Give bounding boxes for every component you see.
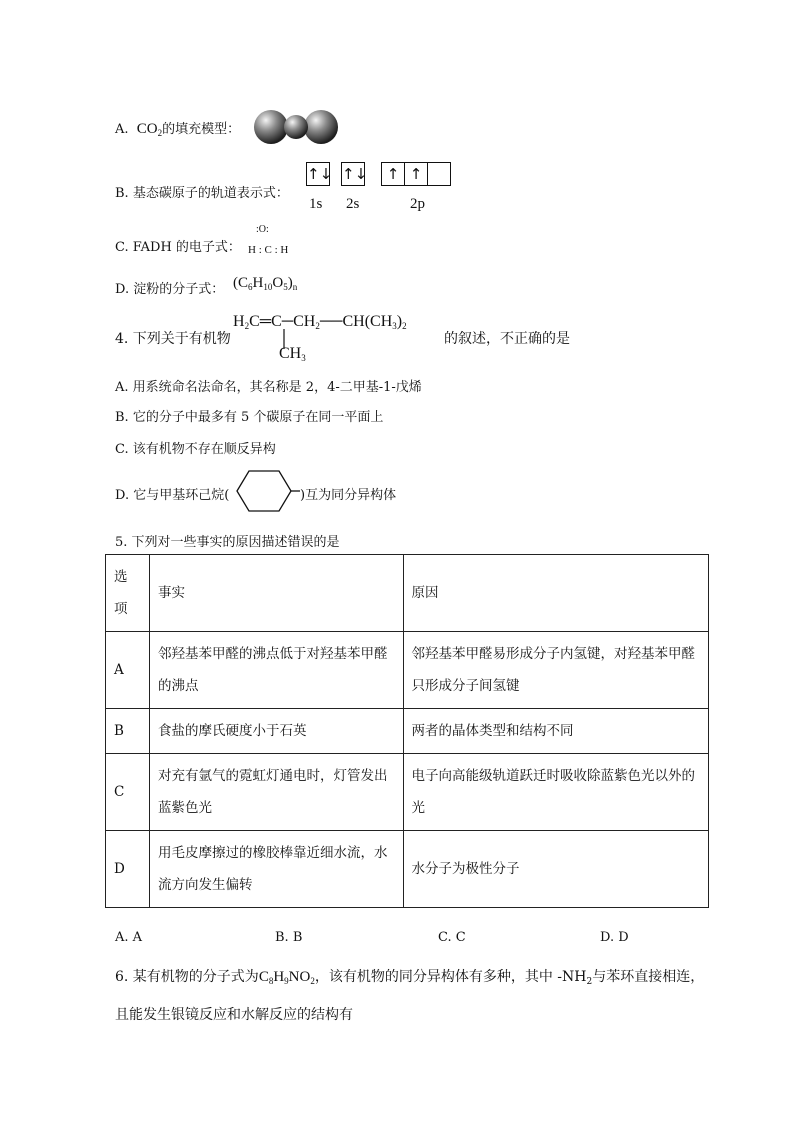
table-row xyxy=(106,632,709,709)
table-row xyxy=(106,831,709,908)
electron-formula-bottom: H : C : H xyxy=(248,244,289,256)
q3-option-b: B. 基态碳原子的轨道表示式： xyxy=(115,186,289,201)
orbital-label-2s: 2s xyxy=(346,196,360,212)
co2-space-filling-model xyxy=(252,108,342,146)
header-fact: 事实 xyxy=(149,555,403,632)
orbital-box-1s: ↑↓ xyxy=(306,162,330,186)
q5-choice-b: B. B xyxy=(275,930,303,945)
q3-option-c: C. FADH 的电子式： xyxy=(115,240,241,255)
orbital-diagram xyxy=(306,162,466,188)
row-option: D xyxy=(106,831,150,908)
row-option: B xyxy=(106,709,150,754)
row-reason: 两者的晶体类型和结构不同 xyxy=(403,709,708,754)
q4-option-a: A. 用系统命名法命名，其名称是 2，4-二甲基-1-戊烯 xyxy=(115,380,422,395)
methylcyclohexane-structure xyxy=(232,468,302,514)
row-fact: 邻羟基苯甲醛的沸点低于对羟基苯甲醛的沸点 xyxy=(149,632,403,709)
row-fact: 用毛皮摩擦过的橡胶棒靠近细水流，水流方向发生偏转 xyxy=(149,831,403,908)
q4-option-c: C. 该有机物不存在顺反异构 xyxy=(115,442,276,457)
orbital-label-1s: 1s xyxy=(309,196,323,212)
row-reason: 邻羟基苯甲醛易形成分子内氢键，对羟基苯甲醛只形成分子间氢键 xyxy=(403,632,708,709)
table-row xyxy=(106,754,709,831)
row-option: C xyxy=(106,754,150,831)
q4-structure-branch: $CH_3$ xyxy=(279,345,306,363)
electron-formula-top: :O: xyxy=(256,224,269,235)
q5-choice-c: C. C xyxy=(438,930,466,945)
table-row xyxy=(106,709,709,754)
q5-choice-d: D. D xyxy=(600,930,629,945)
table-header-row xyxy=(106,555,709,632)
header-reason: 原因 xyxy=(403,555,708,632)
q4-stem-pre: 4. 下列关于有机物 xyxy=(115,331,231,347)
q4-stem-post: 的叙述，不正确的是 xyxy=(444,331,570,347)
q3-option-d: D. 淀粉的分子式： xyxy=(115,282,225,297)
q4-option-b: B. 它的分子中最多有 5 个碳原子在同一平面上 xyxy=(115,410,384,425)
q4-option-d: D. 它与甲基环己烷( xyxy=(115,488,230,503)
q6-line-2: 且能发生银镜反应和水解反应的结构有 xyxy=(115,1007,353,1023)
q5-stem: 5. 下列对一些事实的原因描述错误的是 xyxy=(115,535,340,550)
orbital-label-2p: 2p xyxy=(410,196,425,212)
row-reason: 水分子为极性分子 xyxy=(403,831,708,908)
orbital-box-2s: ↑↓ xyxy=(341,162,365,186)
row-fact: 食盐的摩氏硬度小于石英 xyxy=(149,709,403,754)
row-option: A xyxy=(106,632,150,709)
orbital-box-2p-2: ↑ xyxy=(404,162,428,186)
orbital-box-2p-1: ↑ xyxy=(381,162,405,186)
q3-option-a: A. $CO_2$的填充模型： xyxy=(115,121,241,138)
row-reason: 电子向高能级轨道跃迁时吸收除蓝紫色光以外的光 xyxy=(403,754,708,831)
row-fact: 对充有氩气的霓虹灯通电时，灯管发出蓝紫色光 xyxy=(149,754,403,831)
header-option: 选项 xyxy=(106,555,150,632)
facts-table xyxy=(105,554,709,908)
q4-structure: $H_2C═C─CH_2──CH(CH_3)_2$ xyxy=(233,313,407,331)
starch-formula: $(C_6H_{10}O_5)_n$ xyxy=(233,275,298,292)
orbital-box-2p-3 xyxy=(427,162,451,186)
q4-option-d-post: )互为同分异构体 xyxy=(300,488,397,503)
q6-line-1: 6. 某有机物的分子式为$C_8H_9NO_2$，该有机物的同分异构体有多种，其中 $-NH_2$与苯环直接相连， xyxy=(115,969,705,987)
q5-choice-a: A. A xyxy=(115,930,143,945)
